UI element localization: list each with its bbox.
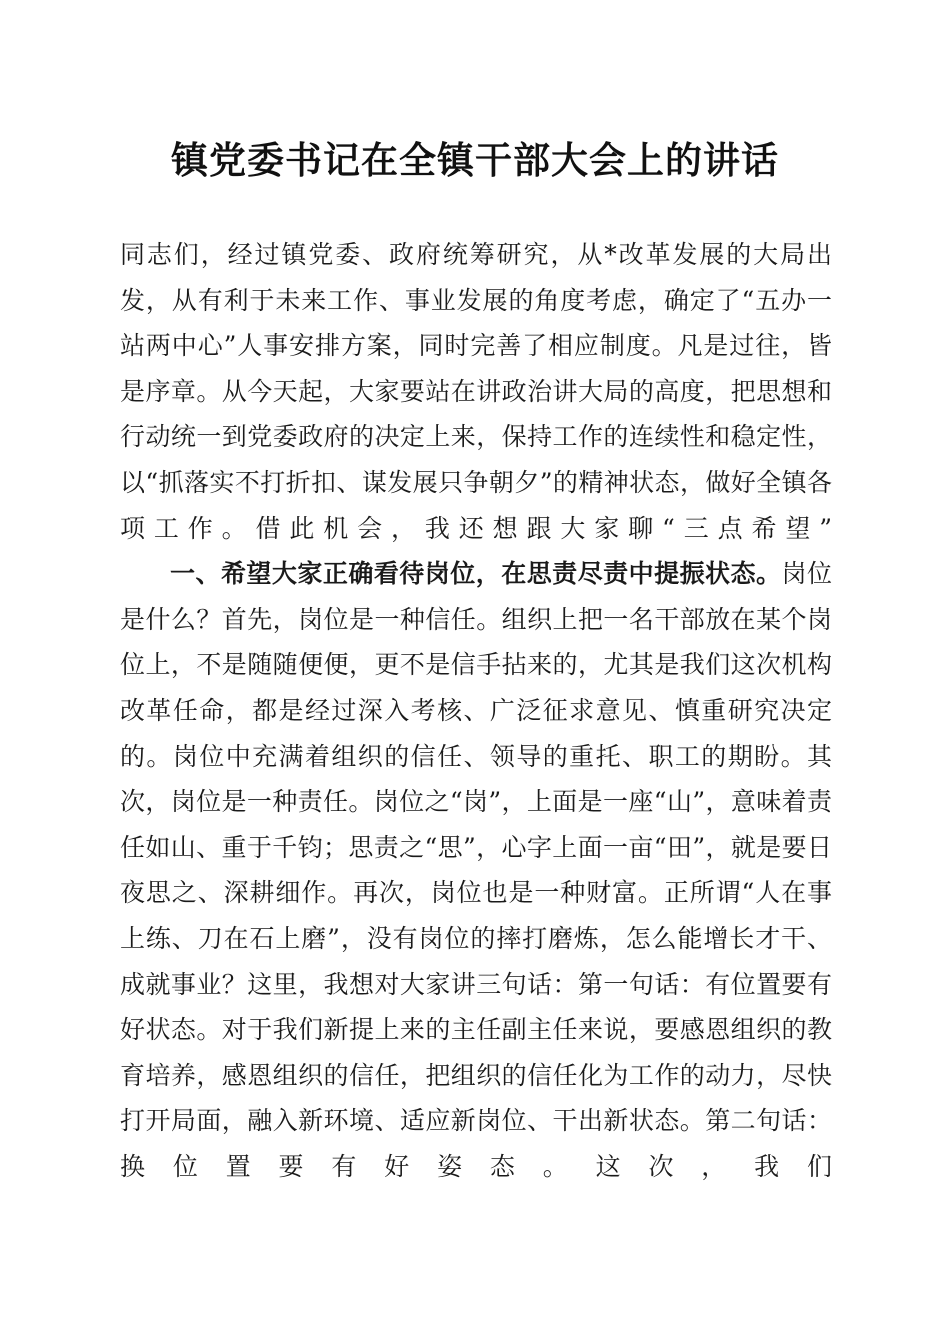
paragraph-section-one	[120, 551, 832, 1189]
paragraph-opening: 同志们，经过镇党委、政府统筹研究，从*改革发展的大局出发，从有利于未来工作、事业发展的角度考虑，确定了“五办一站两中心”人事安排方案，同时完善了相应制度。凡是过往，皆是序章。从今天起，大家要站在讲政治讲大局的高度，把思想和行动统一到党委政府的决定上来，保持工作的连续性和稳定性，以“抓落实不打折扣、谋发展只争朝夕”的精神状态，做好全镇各项工作。借此机会，我还想跟大家聊“三点希望”	[120, 240, 832, 543]
section-one-text: 岗位是什么？首先，岗位是一种信任。组织上把一名干部放在某个岗位上，不是随随便便，更不是信手拈来的，尤其是我们这次机构改革任命，都是经过深入考核、广泛征求意见、慎重研究决定的。岗位中充满着组织的信任、领导的重托、职工的期盼。其次，岗位是一种责任。岗位之“岗”，上面是一座“山”，意味着责任如山、重于千钧；思责之“思”，心字上面一亩“田”，就是要日夜思之、深耕细作。再次，岗位也是一种财富。正所谓“人在事上练、刀在石上磨”，没有岗位的摔打磨炼，怎么能增长才干、成就事业？这里，我想对大家讲三句话：第一句话：有位置要有好状态。对于我们新提上来的主任副主任来说，要感恩组织的教育培养，感恩组织的信任，把组织的信任化为工作的动力，尽快打开局面，融入新环境、适应新岗位、干出新状态。第二句话：换位置要有好姿态。这次，我们	[120, 559, 832, 1181]
document-title: 镇党委书记在全镇干部大会上的讲话	[171, 138, 779, 182]
document-body	[120, 232, 832, 1189]
section-one-heading: 一、希望大家正确看待岗位，在思责尽责中提振状态。	[170, 559, 782, 589]
